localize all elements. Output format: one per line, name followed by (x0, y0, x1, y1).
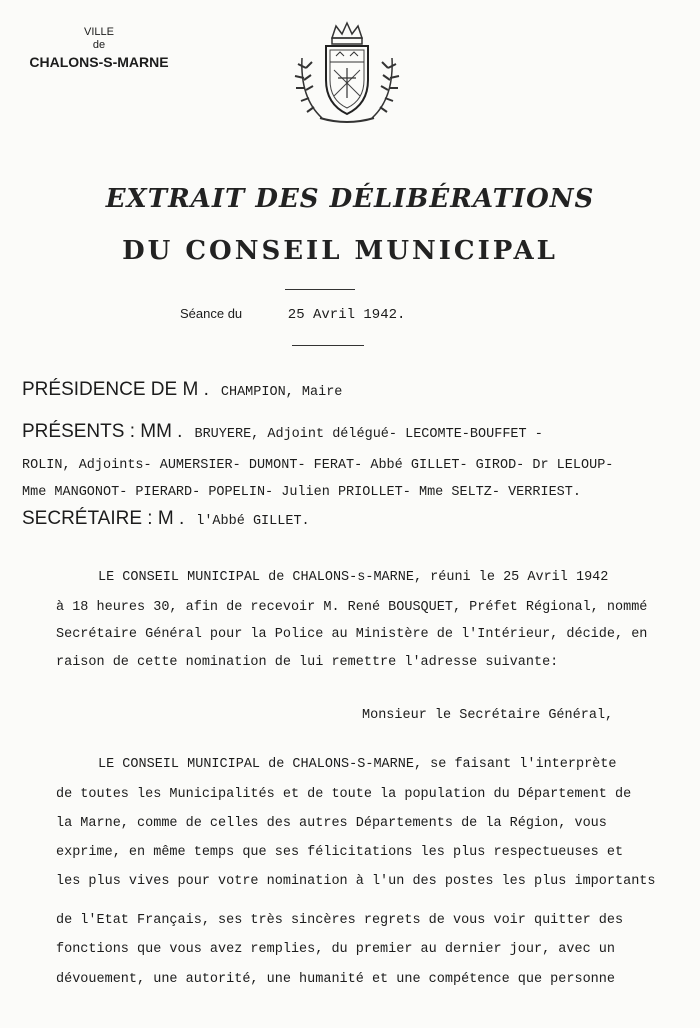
ville-label: VILLE (84, 26, 114, 38)
paragraph-line: LE CONSEIL MUNICIPAL de CHALONS-s-MARNE, réuni le 25 Avril 1942 (98, 570, 609, 585)
paragraph-line: à 18 heures 30, afin de recevoir M. René BOUSQUET, Préfet Régional, nommé (56, 600, 648, 615)
divider (285, 289, 355, 290)
presents-line (22, 421, 543, 443)
secretaire-label: SECRÉTAIRE : M . (22, 508, 185, 529)
document-title: EXTRAIT DES DÉLIBÉRATIONS (105, 184, 595, 214)
paragraph-line: de toutes les Municipalités et de toute la population du Département de (56, 787, 632, 802)
paragraph-line: exprime, en même temps que ses félicitations les plus respectueuses et (56, 845, 624, 860)
coat-of-arms-icon (282, 18, 412, 128)
document-subtitle: DU CONSEIL MUNICIPAL (122, 236, 558, 266)
paragraph-line: dévouement, une autorité, une humanité et une compétence que personne (56, 972, 615, 987)
city-header (24, 26, 174, 70)
paragraph-line: la Marne, comme de celles des autres Départements de la Région, vous (56, 816, 607, 831)
presidence-value: CHAMPION, Maire (220, 385, 343, 400)
paragraph-line: de l'Etat Français, ses très sincères regrets de vous voir quitter des (56, 913, 624, 928)
divider (292, 345, 364, 346)
paragraph-line: les plus vives pour votre nomination à l'un des postes les plus importants (56, 874, 656, 889)
paragraph-line: Secrétaire Général pour la Police au Ministère de l'Intérieur, décide, en (56, 627, 648, 642)
paragraph-line: LE CONSEIL MUNICIPAL de CHALONS-S-MARNE, se faisant l'interprète (98, 757, 617, 772)
secretaire-line (22, 508, 310, 530)
city-name: CHALONS-S-MARNE (29, 54, 169, 70)
presidence-line (22, 379, 342, 401)
presents-line-1: BRUYERE, Adjoint délégué- LECOMTE-BOUFFET - (194, 427, 543, 442)
paragraph-line: fonctions que vous avez remplies, du premier au dernier jour, avec un (56, 942, 615, 957)
paragraph-line: raison de cette nomination de lui remettre l'adresse suivante: (56, 655, 559, 670)
seance-line (180, 306, 405, 323)
de-label: de (92, 39, 106, 51)
presents-line-2: ROLIN, Adjoints- AUMERSIER- DUMONT- FERAT- Abbé GILLET- GIROD- Dr LELOUP- (22, 458, 614, 473)
presidence-label: PRÉSIDENCE DE M . (22, 379, 209, 400)
presents-line-3: Mme MANGONOT- PIERARD- POPELIN- Julien PRIOLLET- Mme SELTZ- VERRIEST. (22, 485, 581, 500)
seance-date: 25 Avril 1942. (287, 307, 406, 323)
presents-label: PRÉSENTS : MM . (22, 421, 183, 442)
salutation: Monsieur le Secrétaire Général, (362, 708, 614, 723)
seance-label: Séance du (180, 306, 243, 321)
secretaire-value: l'Abbé GILLET. (196, 514, 310, 529)
